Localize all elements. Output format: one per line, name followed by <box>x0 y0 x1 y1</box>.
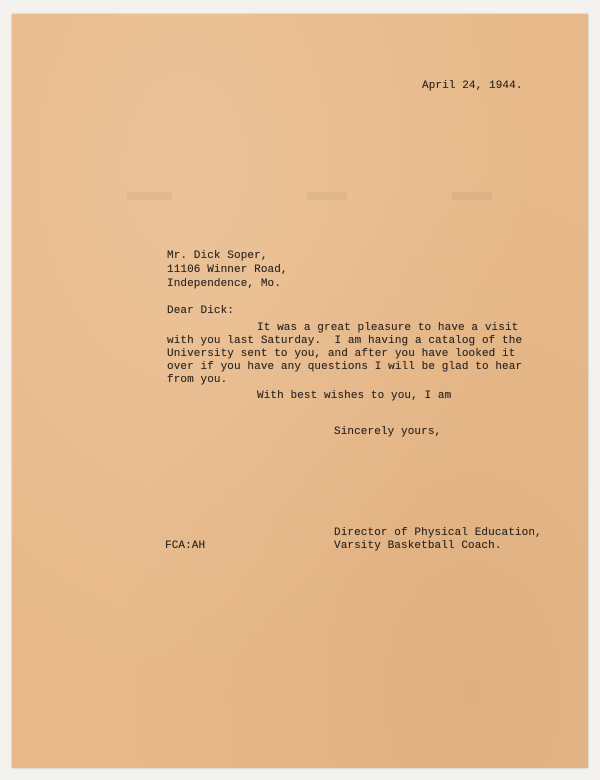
signature-title: Varsity Basketball Coach. <box>334 540 502 552</box>
body-line: over if you have any questions I will be glad to hear <box>167 361 523 373</box>
body-line: with you last Saturday. I am having a catalog of the <box>167 335 523 347</box>
bleed-through-mark <box>127 192 172 200</box>
signature-title: Director of Physical Education, <box>334 527 542 539</box>
salutation: Dear Dick: <box>167 305 235 317</box>
bleed-through-mark <box>452 192 492 200</box>
body-line: from you. <box>167 374 228 386</box>
body-line: University sent to you, and after you have looked it <box>167 348 516 360</box>
bleed-through-mark <box>307 192 347 200</box>
body-line: It was a great pleasure to have a visit <box>257 322 519 334</box>
letter-page <box>12 14 588 768</box>
recipient-city: Independence, Mo. <box>167 278 281 290</box>
valediction: Sincerely yours, <box>334 426 442 438</box>
closing-line: With best wishes to you, I am <box>257 390 452 402</box>
recipient-street: 11106 Winner Road, <box>167 264 288 276</box>
recipient-name: Mr. Dick Soper, <box>167 250 268 262</box>
reference-initials: FCA:AH <box>165 540 206 552</box>
letter-date: April 24, 1944. <box>422 80 523 92</box>
